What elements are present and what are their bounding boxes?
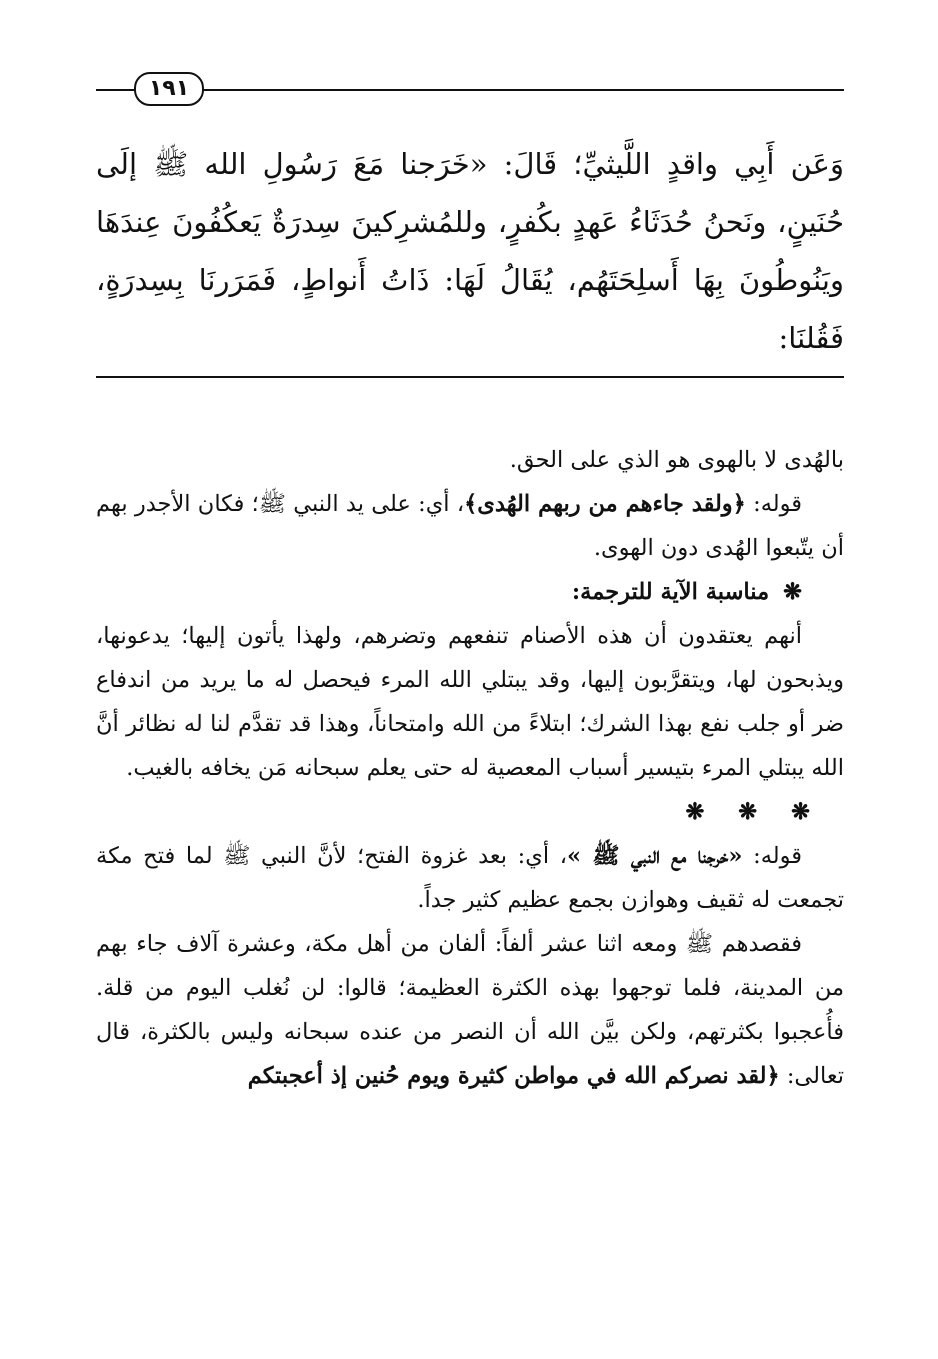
paragraph-text: ، أي: على يد النبي ﷺ؛ فكان الأجدر بهم أن يتّبعوا الهُدى دون الهوى.: [96, 491, 844, 561]
hadith-line: وَعَن أَبِي واقدٍ اللَّيثيِّ؛ قَالَ: «خَرَجنا مَعَ رَسُولِ الله ﷺ إلَى: [96, 147, 844, 181]
paragraph-prefix: قوله:: [742, 843, 803, 869]
hadith-line: ويَنُوطُونَ بِهَا أَسلِحَتَهُم، يُقَالُ لَهَا: ذَاتُ أَنواطٍ، فَمَرَرنَا بِسِدرَةٍ، فَقُلنَا:: [96, 263, 844, 355]
paragraph: [96, 482, 844, 570]
hadith-quote: «خرجنا مع النبي ﷺ »: [566, 843, 743, 869]
paragraph-prefix: قوله:: [745, 491, 802, 517]
commentary-body: [96, 438, 844, 1098]
paragraph: أنهم يعتقدون أن هذه الأصنام تنفعهم وتضرهم، ولهذا يأتون إليها؛ يدعونها، ويذبحون لها، ويتقرَّبون إليها، وقد يبتلي الله المرء فيحصل له ما يريد من اندفاع ضر أو جلب نفع بهذا الشرك؛ ابتلاءً من الله وامتحاناً، وهذا قد تقدَّم لنا له نظائر أنَّ الله يبتلي المرء بتيسير أسباب المعصية له حتى يعلم سبحانه مَن يخافه بالغيب.: [96, 623, 844, 781]
paragraph: [96, 922, 844, 1098]
header-rule: [96, 89, 844, 91]
paragraph: [96, 834, 844, 922]
heading-text: مناسبة الآية للترجمة:: [571, 579, 770, 605]
quran-verse: ﴿لقد نصركم الله في مواطن كثيرة ويوم حُنين إذ أعجبتكم: [247, 1063, 780, 1089]
hadith-text: [96, 135, 844, 367]
page-number: ١٩١: [134, 72, 204, 106]
paragraph-text: فقصدهم ﷺ ومعه اثنا عشر ألفاً: ألفان من أهل مكة، وعشرة آلاف جاء بهم من المدينة، فلما توجهوا بهذه الكثرة العظيمة؛ قالوا: لن نُغلب اليوم من قلة. فأُعجبوا بكثرتهم، ولكن بيَّن الله أن النصر من عنده سبحانه وليس بالكثرة، قال تعالى:: [96, 931, 844, 1089]
paragraph: بالهُدى لا بالهوى هو الذي على الحق.: [509, 447, 844, 473]
quran-verse: ﴿ولقد جاءهم من ربهم الهُدى﴾: [464, 491, 746, 517]
hadith-line: حُنَينٍ، ونَحنُ حُدَثَاءُ عَهدٍ بكُفرٍ، وللمُشرِكينَ سِدرَةٌ يَعكُفُونَ عِندَهَا: [96, 205, 844, 239]
section-separator: ❋❋❋: [685, 799, 844, 825]
section-divider: [96, 376, 844, 378]
section-heading: [96, 570, 844, 614]
asterisk-icon: ❋: [783, 579, 802, 605]
paragraph-text: ، أي: بعد غزوة الفتح؛ لأنَّ النبي ﷺ لما فتح مكة تجمعت له ثقيف وهوازن بجمع عظيم كثير جداً.: [96, 843, 844, 913]
